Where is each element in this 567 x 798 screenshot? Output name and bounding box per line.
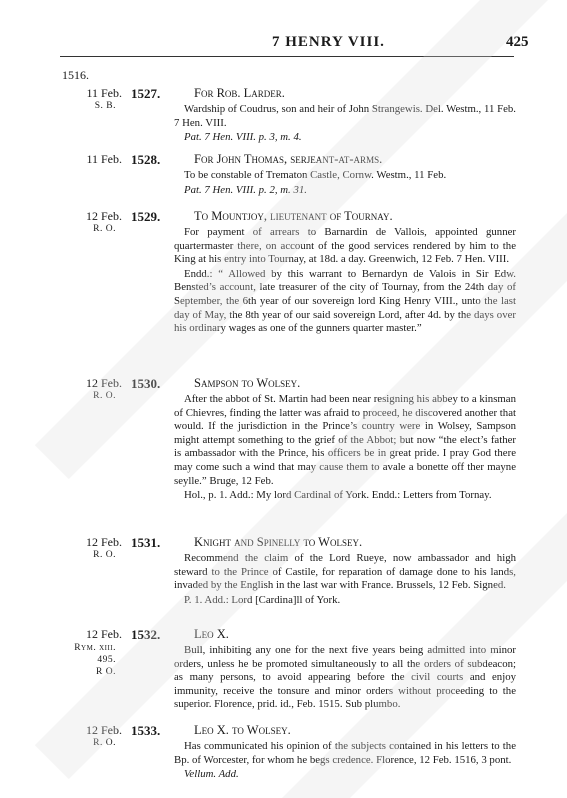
entry-heading: For Rob. Larder. bbox=[194, 86, 285, 100]
entry-source: Rym. xiii. 495. R O. bbox=[74, 643, 116, 677]
entry-date: 12 Feb. bbox=[86, 376, 122, 390]
entry-number: 1533. bbox=[131, 723, 161, 738]
entry-paragraph: Wardship of Coudrus, son and heir of John Strangewis. Del. Westm., 11 Feb. 7 Hen. VIII. bbox=[174, 103, 516, 129]
entry-date: 12 Feb. bbox=[86, 723, 122, 737]
entry-heading: Knight and Spinelly to Wolsey. bbox=[194, 535, 363, 549]
entry-date: 11 Feb. bbox=[86, 86, 122, 100]
entry-body bbox=[174, 552, 516, 607]
entry-body bbox=[174, 169, 516, 197]
entry-heading: Sampson to Wolsey. bbox=[194, 376, 301, 390]
year-marker: 1516. bbox=[62, 68, 89, 82]
entry-date: 11 Feb. bbox=[86, 152, 122, 166]
entry-reference: Pat. 7 Hen. VIII. p. 3, m. 4. bbox=[184, 131, 302, 144]
entry-reference: Pat. 7 Hen. VIII. p. 2, m. 31. bbox=[184, 183, 307, 196]
entry-paragraph: To be constable of Trematon Castle, Cornw. Westm., 11 Feb. bbox=[184, 169, 447, 181]
entry-paragraph: For payment of arrears to Barnardin de Vallois, appointed gunner quartermaster there, on account of the good services rendered by him to the King at his entry into Tournay, at 18d. a day. Greenwich, 12 Feb. 7 Hen. VIII. bbox=[174, 226, 516, 266]
entry-heading: Leo X. to Wolsey. bbox=[194, 723, 291, 737]
entry-paragraph: After the abbot of St. Martin had been near resigning his abbey to a kinsman of Chievres, finding the latter was afraid to proceed, he discovered another that would. If the jurisdiction in the Prince’s country were in Wolsey, Sampson might attempt something to the grief of the Abbot; but now “the elect’s father is ambassador with the Prince, his officers be in great pride. I pray God there may come such a wind that may cause them to avale a bonette off ther mayne seylle.” Bruge, 12 Feb. bbox=[174, 393, 516, 487]
entry-source: S. B. bbox=[94, 101, 116, 111]
entry-body bbox=[174, 393, 516, 503]
running-title: 7 HENRY VIII. bbox=[272, 34, 385, 50]
entry-body bbox=[174, 644, 516, 712]
entry-source: R. O. bbox=[93, 224, 116, 234]
entry-number: 1531. bbox=[131, 535, 161, 550]
entry-number: 1529. bbox=[131, 209, 161, 224]
entry-paragraph: Recommend the claim of the Lord Rueye, now ambassador and high steward to the Prince of Castile, for reparation of damage done to his lands, invaded by the English in the last war with France. Brussels, 12 Feb. Signed. bbox=[174, 552, 516, 592]
entry-number: 1528. bbox=[131, 152, 161, 167]
entry-paragraph: Bull, inhibiting any one for the next five years being admitted into minor orders, unless he be promoted simultaneously to all the orders of subdeacon; as many persons, to avoid appearing before the civil courts and enjoy immunity, receive the tonsure and minor orders without proceeding to the superior. Florence, prid. id., Feb. 1515. Sub plumbo. bbox=[174, 644, 516, 711]
entry-reference: Hol., p. 1. Add.: My lord Cardinal of York. Endd.: Letters from Tornay. bbox=[184, 489, 492, 502]
entry-heading: For John Thomas, serjeant-at-arms. bbox=[194, 152, 383, 166]
entry-heading: Leo X. bbox=[194, 627, 229, 641]
page-number: 425 bbox=[506, 34, 529, 50]
entry-reference: Vellum. Add. bbox=[184, 768, 239, 781]
entry-paragraph: Has communicated his opinion of the subjects contained in his letters to the Bp. of Worcester, for whom he begs credence. Florence, 12 Feb. 1516, 3 pont. bbox=[174, 740, 516, 766]
entry-source: R. O. bbox=[93, 550, 116, 560]
entry-endorsement: Endd.: “ Allowed by this warrant to Bernardyn de Valois in Sir Edw. Bensted’s account, late treasurer of the city of Tournay, from the 24th day of September, the 6th year of our sovereign lord King Henry VIII., unto the last day of May, the 8th year of our said sovereign Lord, after 4d. by the days over his ordinary wages as one of the gunners quarter master.” bbox=[174, 267, 516, 335]
entry-reference: P. 1. Add.: Lord [Cardina]ll of York. bbox=[184, 593, 341, 606]
entry-date: 12 Feb. bbox=[86, 627, 122, 641]
entry-number: 1530. bbox=[131, 376, 161, 391]
entry-body bbox=[174, 740, 516, 782]
entry-date: 12 Feb. bbox=[86, 535, 122, 549]
entry-source: R. O. bbox=[93, 391, 116, 401]
entry-date: 12 Feb. bbox=[86, 209, 122, 223]
entry-source: R. O. bbox=[93, 738, 116, 748]
running-header bbox=[0, 32, 567, 54]
header-rule bbox=[60, 56, 514, 57]
entry-number: 1532. bbox=[131, 627, 161, 642]
entry-number: 1527. bbox=[131, 86, 161, 101]
entry-body bbox=[174, 103, 516, 145]
entry-heading: To Mountjoy, lieutenant of Tournay. bbox=[194, 209, 393, 223]
entry-body bbox=[174, 226, 516, 336]
